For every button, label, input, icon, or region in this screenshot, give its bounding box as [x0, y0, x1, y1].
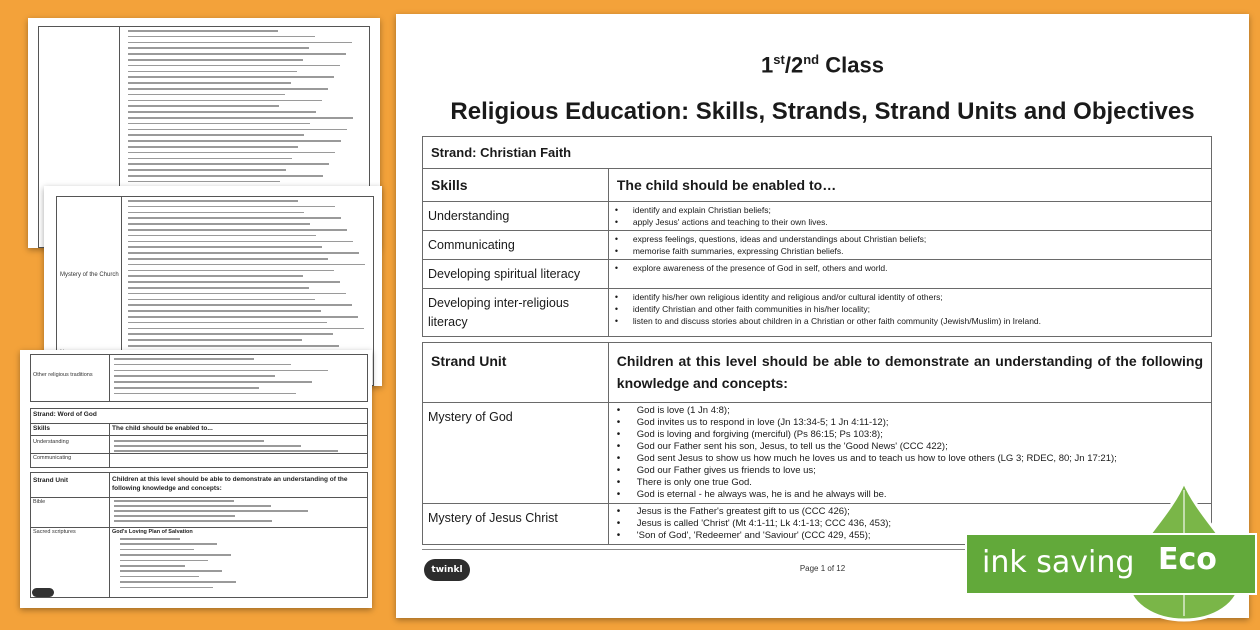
- text-line: [128, 169, 286, 171]
- objective-item: • identify and explain Christian beliefs;: [615, 204, 1205, 216]
- strand-unit-header: Strand Unit: [423, 343, 609, 403]
- unit-name: Mystery of Jesus Christ: [423, 504, 609, 545]
- text-line: [114, 370, 328, 372]
- text-line: [120, 543, 217, 545]
- mini-children-header: Children at this level should be able to demonstrate an understanding of the following knowledge and concepts:: [112, 476, 348, 492]
- text-line: [120, 560, 208, 562]
- text-line: [128, 175, 323, 177]
- skill-row: [423, 289, 1212, 336]
- back-page-3: [20, 350, 372, 608]
- text-line: [128, 30, 278, 32]
- text-line: [128, 36, 315, 38]
- text-line: [128, 47, 309, 49]
- concept-item: • God sent Jesus to show us how much he loves us and to teach us how to love others (LG 3; RDEC, 80; Jn 17:21);: [615, 453, 1205, 465]
- document-title: Religious Education: Skills, Strands, Strand Units and Objectives: [450, 98, 1195, 125]
- text-line: [128, 53, 346, 55]
- text-line: [114, 375, 275, 377]
- objective-item: • express feelings, questions, ideas and understandings about Christian beliefs;: [615, 233, 1205, 245]
- text-line: [128, 88, 328, 90]
- text-line: [114, 440, 264, 442]
- text-line: [114, 505, 271, 507]
- objective-item: • explore awareness of the presence of God in self, others and world.: [615, 262, 1205, 274]
- text-line: [128, 345, 339, 347]
- text-line: [128, 339, 302, 341]
- text-line: [128, 246, 322, 248]
- skill-name: Communicating: [423, 231, 609, 260]
- mini-unit-header: Strand Unit: [33, 477, 69, 484]
- text-line: [128, 163, 329, 165]
- class-title: 1st/2nd Class: [761, 52, 884, 78]
- skill-name: Understanding: [423, 202, 609, 231]
- text-line: [128, 287, 309, 289]
- text-line: [128, 146, 298, 148]
- units-table: [422, 342, 1212, 545]
- mini-table-top: [30, 354, 368, 402]
- skill-row: [423, 231, 1212, 260]
- text-line: [120, 549, 194, 551]
- text-line: [128, 310, 321, 312]
- twinkl-logo: twinkl: [424, 559, 470, 581]
- mini-strand: Strand: Word of God: [33, 411, 97, 418]
- text-line: [128, 100, 322, 102]
- skill-objectives: [608, 231, 1211, 260]
- mini-row: [31, 435, 367, 436]
- mini-row: [31, 527, 367, 528]
- skill-objectives: [608, 202, 1211, 231]
- text-line: [114, 510, 308, 512]
- text-line: [128, 82, 291, 84]
- mini-row: [31, 497, 367, 498]
- text-line: [120, 565, 185, 567]
- mini-row: [31, 423, 367, 424]
- text-line: [128, 105, 279, 107]
- mini-enabled-header: The child should be enabled to...: [112, 425, 213, 432]
- text-line: [120, 581, 236, 583]
- skill-row: [423, 260, 1212, 289]
- text-line: [128, 235, 316, 237]
- text-line: [128, 134, 304, 136]
- skill-name: Developing spiritual literacy: [423, 260, 609, 289]
- text-line: [128, 42, 352, 44]
- text-line: [128, 299, 315, 301]
- text-line: [128, 181, 280, 183]
- objective-item: • memorise faith summaries, expressing Christian beliefs.: [615, 245, 1205, 257]
- text-line: [114, 500, 234, 502]
- text-line: [128, 217, 341, 219]
- unit-row: [423, 403, 1212, 504]
- text-line: [114, 358, 254, 360]
- mini-skill-understanding: Understanding: [33, 439, 69, 445]
- text-line: [114, 381, 312, 383]
- unit-name: Mystery of God: [423, 403, 609, 504]
- text-line: [114, 445, 301, 447]
- text-line: [120, 554, 231, 556]
- children-header: Children at this level should be able to demonstrate an understanding of the following knowledge and concepts:: [608, 343, 1211, 403]
- concept-item: • God is love (1 Jn 4:8);: [615, 405, 1205, 417]
- text-line: [128, 129, 347, 131]
- text-line: [128, 117, 353, 119]
- concept-item: • 'Son of God', 'Redeemer' and 'Saviour' (CCC 429, 455);: [615, 530, 1205, 542]
- text-line: [128, 140, 341, 142]
- concept-item: • God our Father gives us friends to love us;: [615, 465, 1205, 477]
- unit-label-other-traditions: Other religious traditions: [33, 372, 93, 378]
- skill-row: [423, 202, 1212, 231]
- text-line: [128, 111, 316, 113]
- concept-item: • God is eternal - he always was, he is and he always will be.: [615, 489, 1205, 501]
- text-line: [128, 59, 303, 61]
- skills-body: [423, 202, 1212, 337]
- mini-row: [31, 453, 367, 454]
- text-line: [128, 328, 364, 330]
- ink-saving-label: ink saving: [982, 545, 1135, 580]
- concept-item: • Jesus is the Father's greatest gift to us (CCC 426);: [615, 506, 1205, 518]
- objective-item: • identify Christian and other faith communities in his/her locality;: [615, 303, 1205, 315]
- text-line: [120, 538, 180, 540]
- strand-label: Strand: Christian Faith: [423, 137, 1212, 169]
- skill-objectives: [608, 260, 1211, 289]
- text-line: [114, 450, 338, 452]
- mini-unit-bible: Bible: [33, 499, 46, 505]
- text-line: [128, 258, 328, 260]
- text-line: [128, 316, 358, 318]
- text-line: [128, 152, 335, 154]
- unit-label-mystery-church: Mystery of the Church: [60, 272, 119, 278]
- mini-column-divider: [109, 423, 110, 467]
- mini-skill-communicating: Communicating: [33, 455, 72, 461]
- skill-name: Developing inter-religious literacy: [423, 289, 609, 336]
- text-line: [128, 322, 327, 324]
- objective-item: • identify his/her own religious identity and religious and/or cultural identity of others;: [615, 291, 1205, 303]
- text-line: [128, 94, 285, 96]
- concept-item: • God invites us to respond in love (Jn 13:34-5; 1 Jn 4:11-12);: [615, 417, 1205, 429]
- skills-header: Skills: [423, 169, 609, 202]
- text-line: [128, 206, 335, 208]
- text-line: [128, 223, 310, 225]
- mini-column-divider: [109, 473, 110, 597]
- concept-item: • Jesus is called 'Christ' (Mt 4:1-11; Lk 4:1-13; CCC 436, 453);: [615, 518, 1205, 530]
- text-line: [128, 275, 303, 277]
- mini-logo: [32, 588, 54, 597]
- text-line: [128, 252, 359, 254]
- enabled-header: The child should be enabled to…: [608, 169, 1211, 202]
- text-line: [128, 293, 346, 295]
- text-line: [128, 241, 353, 243]
- text-line: [128, 333, 333, 335]
- text-line: [128, 281, 340, 283]
- text-line: [114, 387, 259, 389]
- concept-item: • There is only one true God.: [615, 477, 1205, 489]
- text-line: [128, 71, 297, 73]
- text-line: [114, 515, 235, 517]
- page-number: Page 1 of 12: [799, 564, 846, 573]
- text-line: [114, 364, 291, 366]
- text-line: [128, 123, 310, 125]
- text-line: [128, 158, 292, 160]
- text-line: [120, 576, 199, 578]
- objective-item: • listen to and discuss stories about children in a Christian or other faith community (Jewish/Muslim) in Ireland.: [615, 315, 1205, 327]
- concept-item: • God our Father sent his son, Jesus, to tell us the 'Good News' (CCC 422);: [615, 441, 1205, 453]
- text-line: [114, 393, 296, 395]
- mini-loving-plan: God's Loving Plan of Salvation: [112, 529, 193, 535]
- text-line: [114, 520, 272, 522]
- skill-objectives: [608, 289, 1211, 336]
- mini-column-divider: [109, 355, 110, 401]
- text-line: [120, 587, 213, 589]
- text-line: [128, 76, 334, 78]
- mini-unit-sacred: Sacred scriptures: [33, 529, 76, 535]
- text-line: [128, 264, 365, 266]
- skills-table: [422, 136, 1212, 337]
- eco-label: Eco: [1158, 542, 1217, 577]
- units-body: [423, 403, 1212, 545]
- text-line: [128, 65, 340, 67]
- text-line: [128, 304, 352, 306]
- text-line: [120, 570, 222, 572]
- concept-item: • God is loving and forgiving (merciful) (Ps 86:15; Ps 103:8);: [615, 429, 1205, 441]
- text-line: [128, 200, 298, 202]
- text-line: [128, 229, 347, 231]
- mini-skills-header: Skills: [33, 425, 50, 432]
- text-line: [128, 270, 334, 272]
- text-line: [128, 212, 304, 214]
- objective-item: • apply Jesus' actions and teaching to their own lives.: [615, 216, 1205, 228]
